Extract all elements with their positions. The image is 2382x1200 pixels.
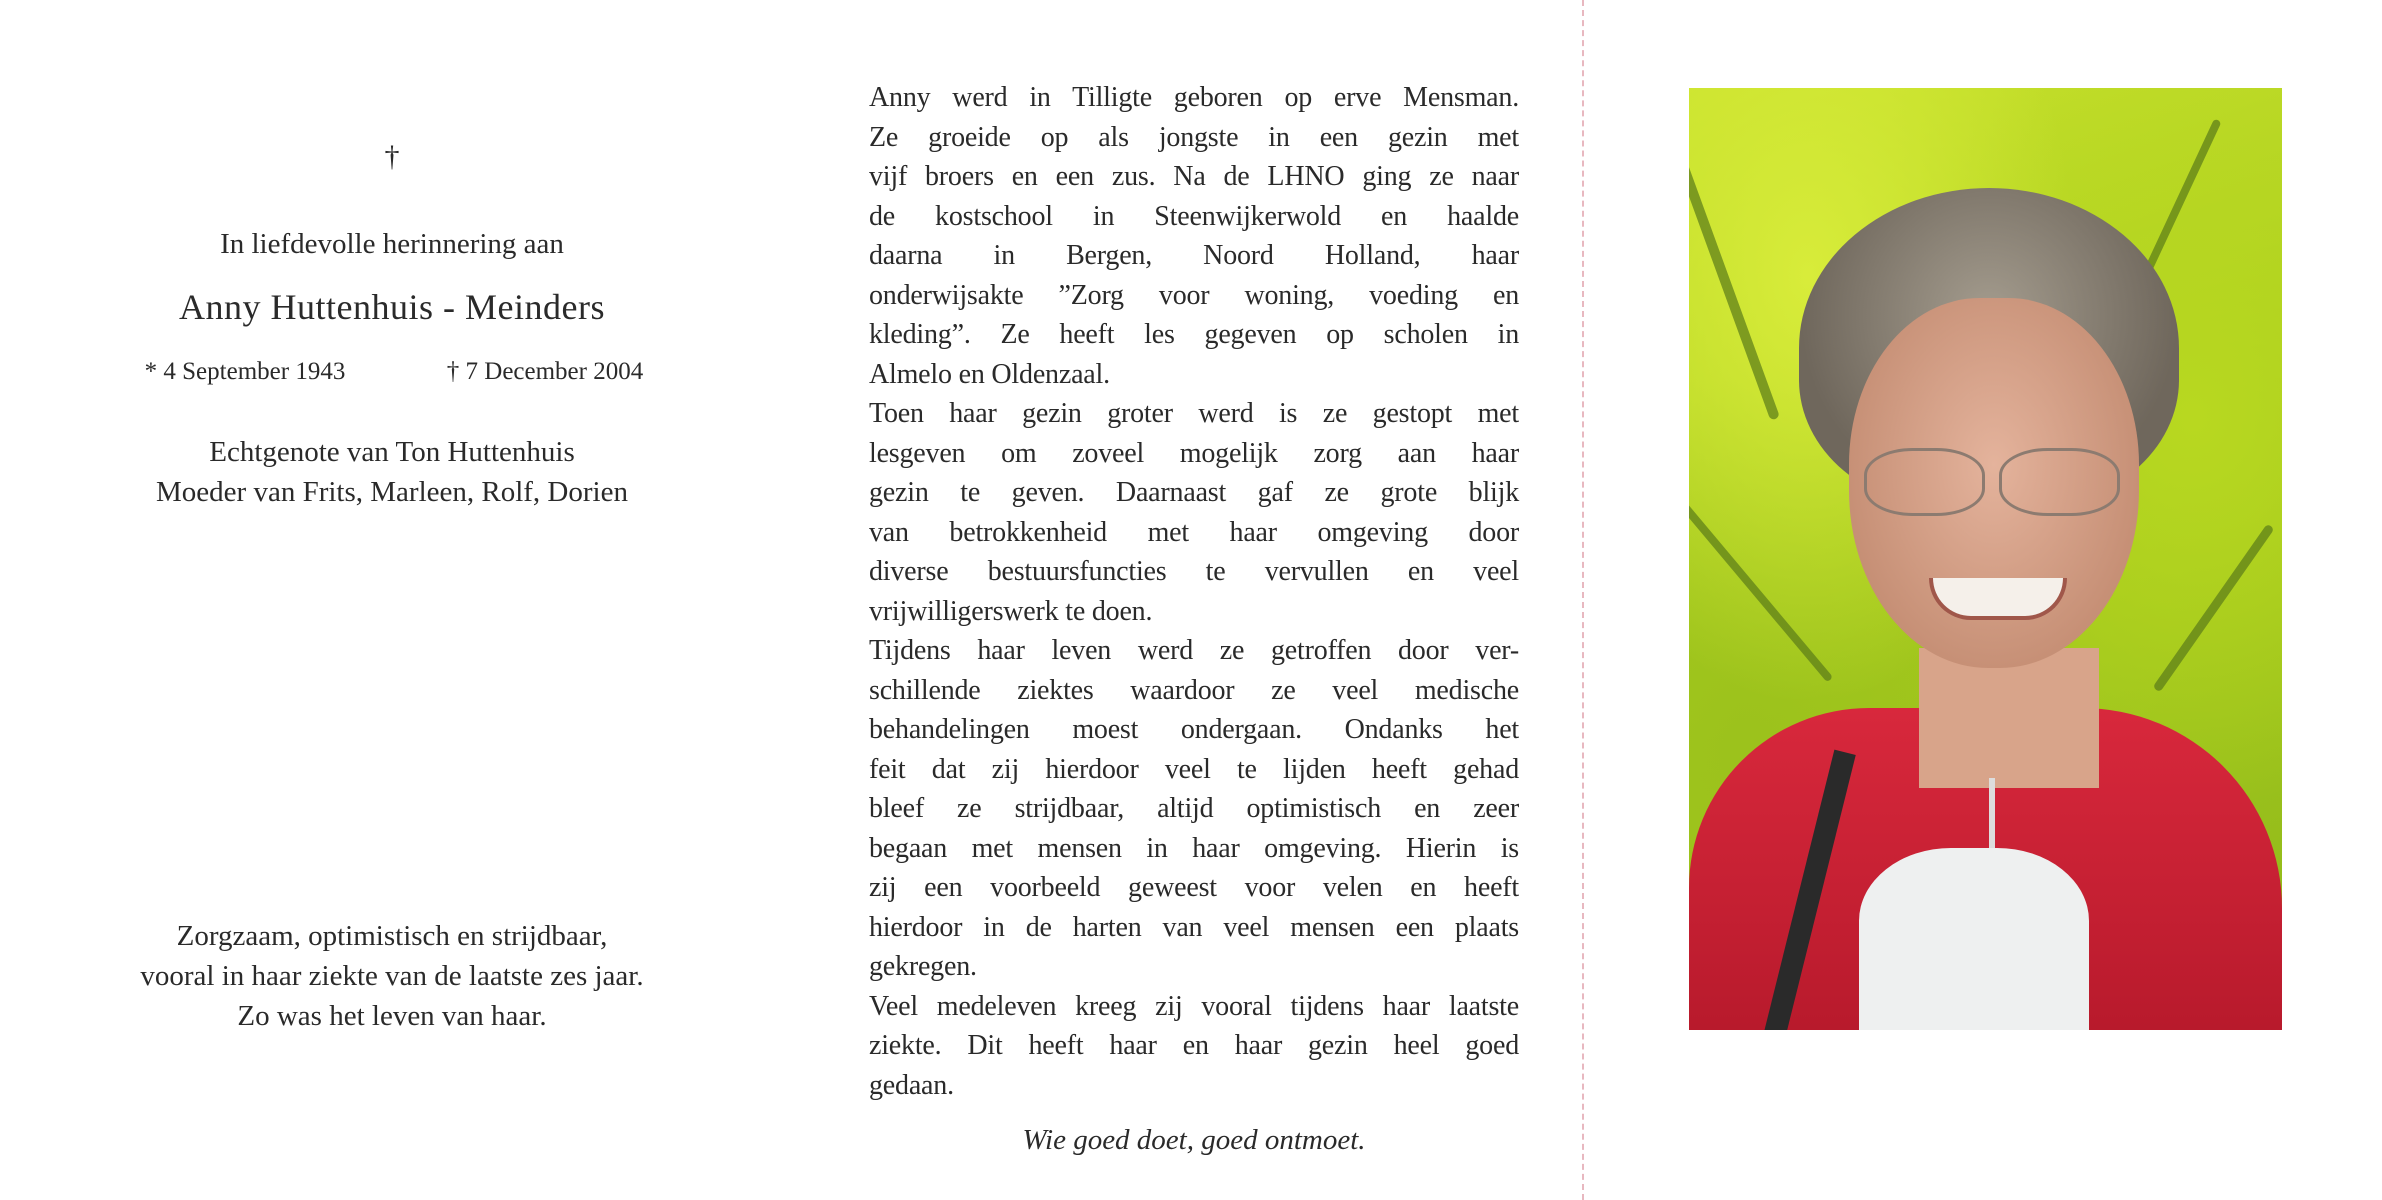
biography-line: begaan met mensen in haar omgeving. Hierin is (869, 832, 1519, 864)
children-line: Moeder van Frits, Marleen, Rolf, Dorien (156, 476, 628, 508)
biography-line: Ze groeide op als jongste in een gezin met (869, 121, 1519, 153)
fold-line (1582, 0, 1584, 1200)
memorial-intro: In liefdevolle herinnering aan (220, 228, 564, 260)
biography-line: gezin te geven. Daarnaast gaf ze grote blijk (869, 477, 1519, 508)
motto (42, 916, 742, 1036)
cross-symbol: † (384, 140, 400, 173)
biography-line: gekregen. (869, 951, 977, 982)
closing-quote: Wie goed doet, goed ontmoet. (1022, 1124, 1366, 1156)
biography-line: vijf broers en een zus. Na de LHNO ging ze naar (869, 161, 1519, 192)
motto-line: vooral in haar ziekte van de laatste zes jaar. (140, 960, 644, 992)
biography-line: lesgeven om zoveel mogelijk zorg aan haar (869, 437, 1519, 469)
motto-line: Zo was het leven van haar. (237, 1000, 547, 1032)
biography-line: de kostschool in Steenwijkerwold en haalde (869, 200, 1519, 232)
biography-line: Tijdens haar leven werd ze getroffen door ver- (869, 635, 1519, 666)
biography-line: Almelo en Oldenzaal. (869, 358, 1110, 390)
biography-line: daarna in Bergen, Noord Holland, haar (869, 240, 1519, 271)
deceased-name: Anny Huttenhuis - Meinders (179, 287, 605, 327)
biography-line: kleding”. Ze heeft les gegeven op scholen in (869, 319, 1519, 350)
biography-line: Anny werd in Tilligte geboren op erve Mensman. (869, 82, 1519, 113)
biography-line: schillende ziektes waardoor ze veel medische (869, 674, 1519, 706)
death-date: † 7 December 2004 (446, 358, 644, 385)
biography-line: behandelingen moest ondergaan. Ondanks het (869, 714, 1519, 745)
biography-line: feit dat zij hierdoor veel te lijden heeft gehad (869, 753, 1519, 785)
biography-line: hierdoor in de harten van veel mensen een plaats (869, 911, 1519, 943)
biography-line: diverse bestuursfuncties te vervullen en veel (869, 556, 1519, 587)
biography-line: ziekte. Dit heeft haar en haar gezin heel goed (869, 1030, 1519, 1061)
spouse-line: Echtgenote van Ton Huttenhuis (209, 436, 575, 468)
biography-text (869, 78, 1519, 1105)
biography-line: Toen haar gezin groter werd is ze gestopt met (869, 398, 1519, 429)
biography-line: Veel medeleven kreeg zij vooral tijdens haar laatste (869, 990, 1519, 1022)
birth-date: * 4 September 1943 (144, 358, 346, 385)
motto-line: Zorgzaam, optimistisch en strijdbaar, (176, 920, 608, 952)
biography-line: bleef ze strijdbaar, altijd optimistisch en zeer (869, 793, 1519, 824)
biography-line: onderwijsakte ”Zorg voor woning, voeding en (869, 279, 1519, 311)
biography-line: gedaan. (869, 1069, 954, 1101)
biography-line: vrijwilligerswerk te doen. (869, 595, 1153, 627)
biography-line: zij een voorbeeld geweest voor velen en heeft (869, 872, 1519, 903)
portrait-photo (1689, 88, 2282, 1030)
biography-line: van betrokkenheid met haar omgeving door (869, 516, 1519, 548)
